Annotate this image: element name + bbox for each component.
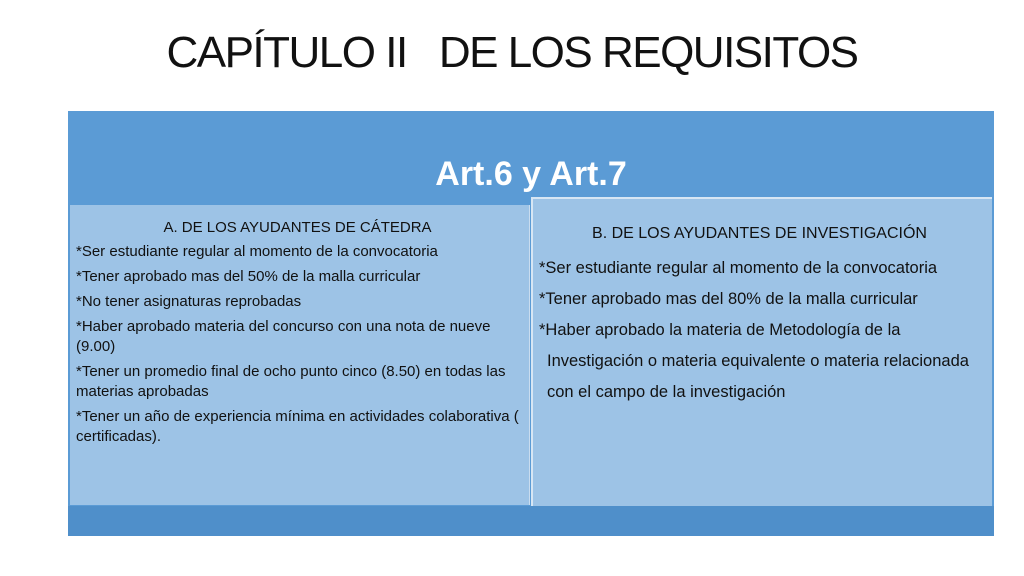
list-item: *No tener asignaturas reprobadas xyxy=(76,293,302,310)
section-b-panel xyxy=(531,197,992,506)
section-a-list xyxy=(76,242,519,447)
table-header-text: Art.6 y Art.7 xyxy=(435,155,627,193)
table-footer-band xyxy=(68,506,994,536)
list-item: *Tener aprobado mas del 80% de la malla curricular xyxy=(539,290,918,308)
list-item: *Haber aprobado la materia de Metodología de la Investigación o materia equivalente o materia relacionada con el campo de la investigación xyxy=(539,321,969,401)
list-item: *Tener un año de experiencia mínima en actividades colaborativa ( certificadas). xyxy=(76,408,519,445)
section-a-title: A. DE LOS AYUDANTES DE CÁTEDRA xyxy=(163,219,432,236)
section-b-list xyxy=(539,253,980,408)
list-item: *Haber aprobado materia del concurso con una nota de nueve (9.00) xyxy=(76,318,491,355)
slide-title: CAPÍTULO II DE LOS REQUISITOS xyxy=(166,28,858,77)
requirements-table xyxy=(68,111,994,536)
list-item: *Tener aprobado mas del 50% de la malla curricular xyxy=(76,268,421,285)
list-item: *Tener un promedio final de ocho punto cinco (8.50) en todas las materias aprobadas xyxy=(76,363,506,400)
list-item: *Ser estudiante regular al momento de la convocatoria xyxy=(539,259,938,277)
table-header xyxy=(68,111,994,203)
list-item: *Ser estudiante regular al momento de la convocatoria xyxy=(76,243,438,260)
section-b-title: B. DE LOS AYUDANTES DE INVESTIGACIÓN xyxy=(592,225,927,242)
section-a-panel xyxy=(70,205,530,505)
